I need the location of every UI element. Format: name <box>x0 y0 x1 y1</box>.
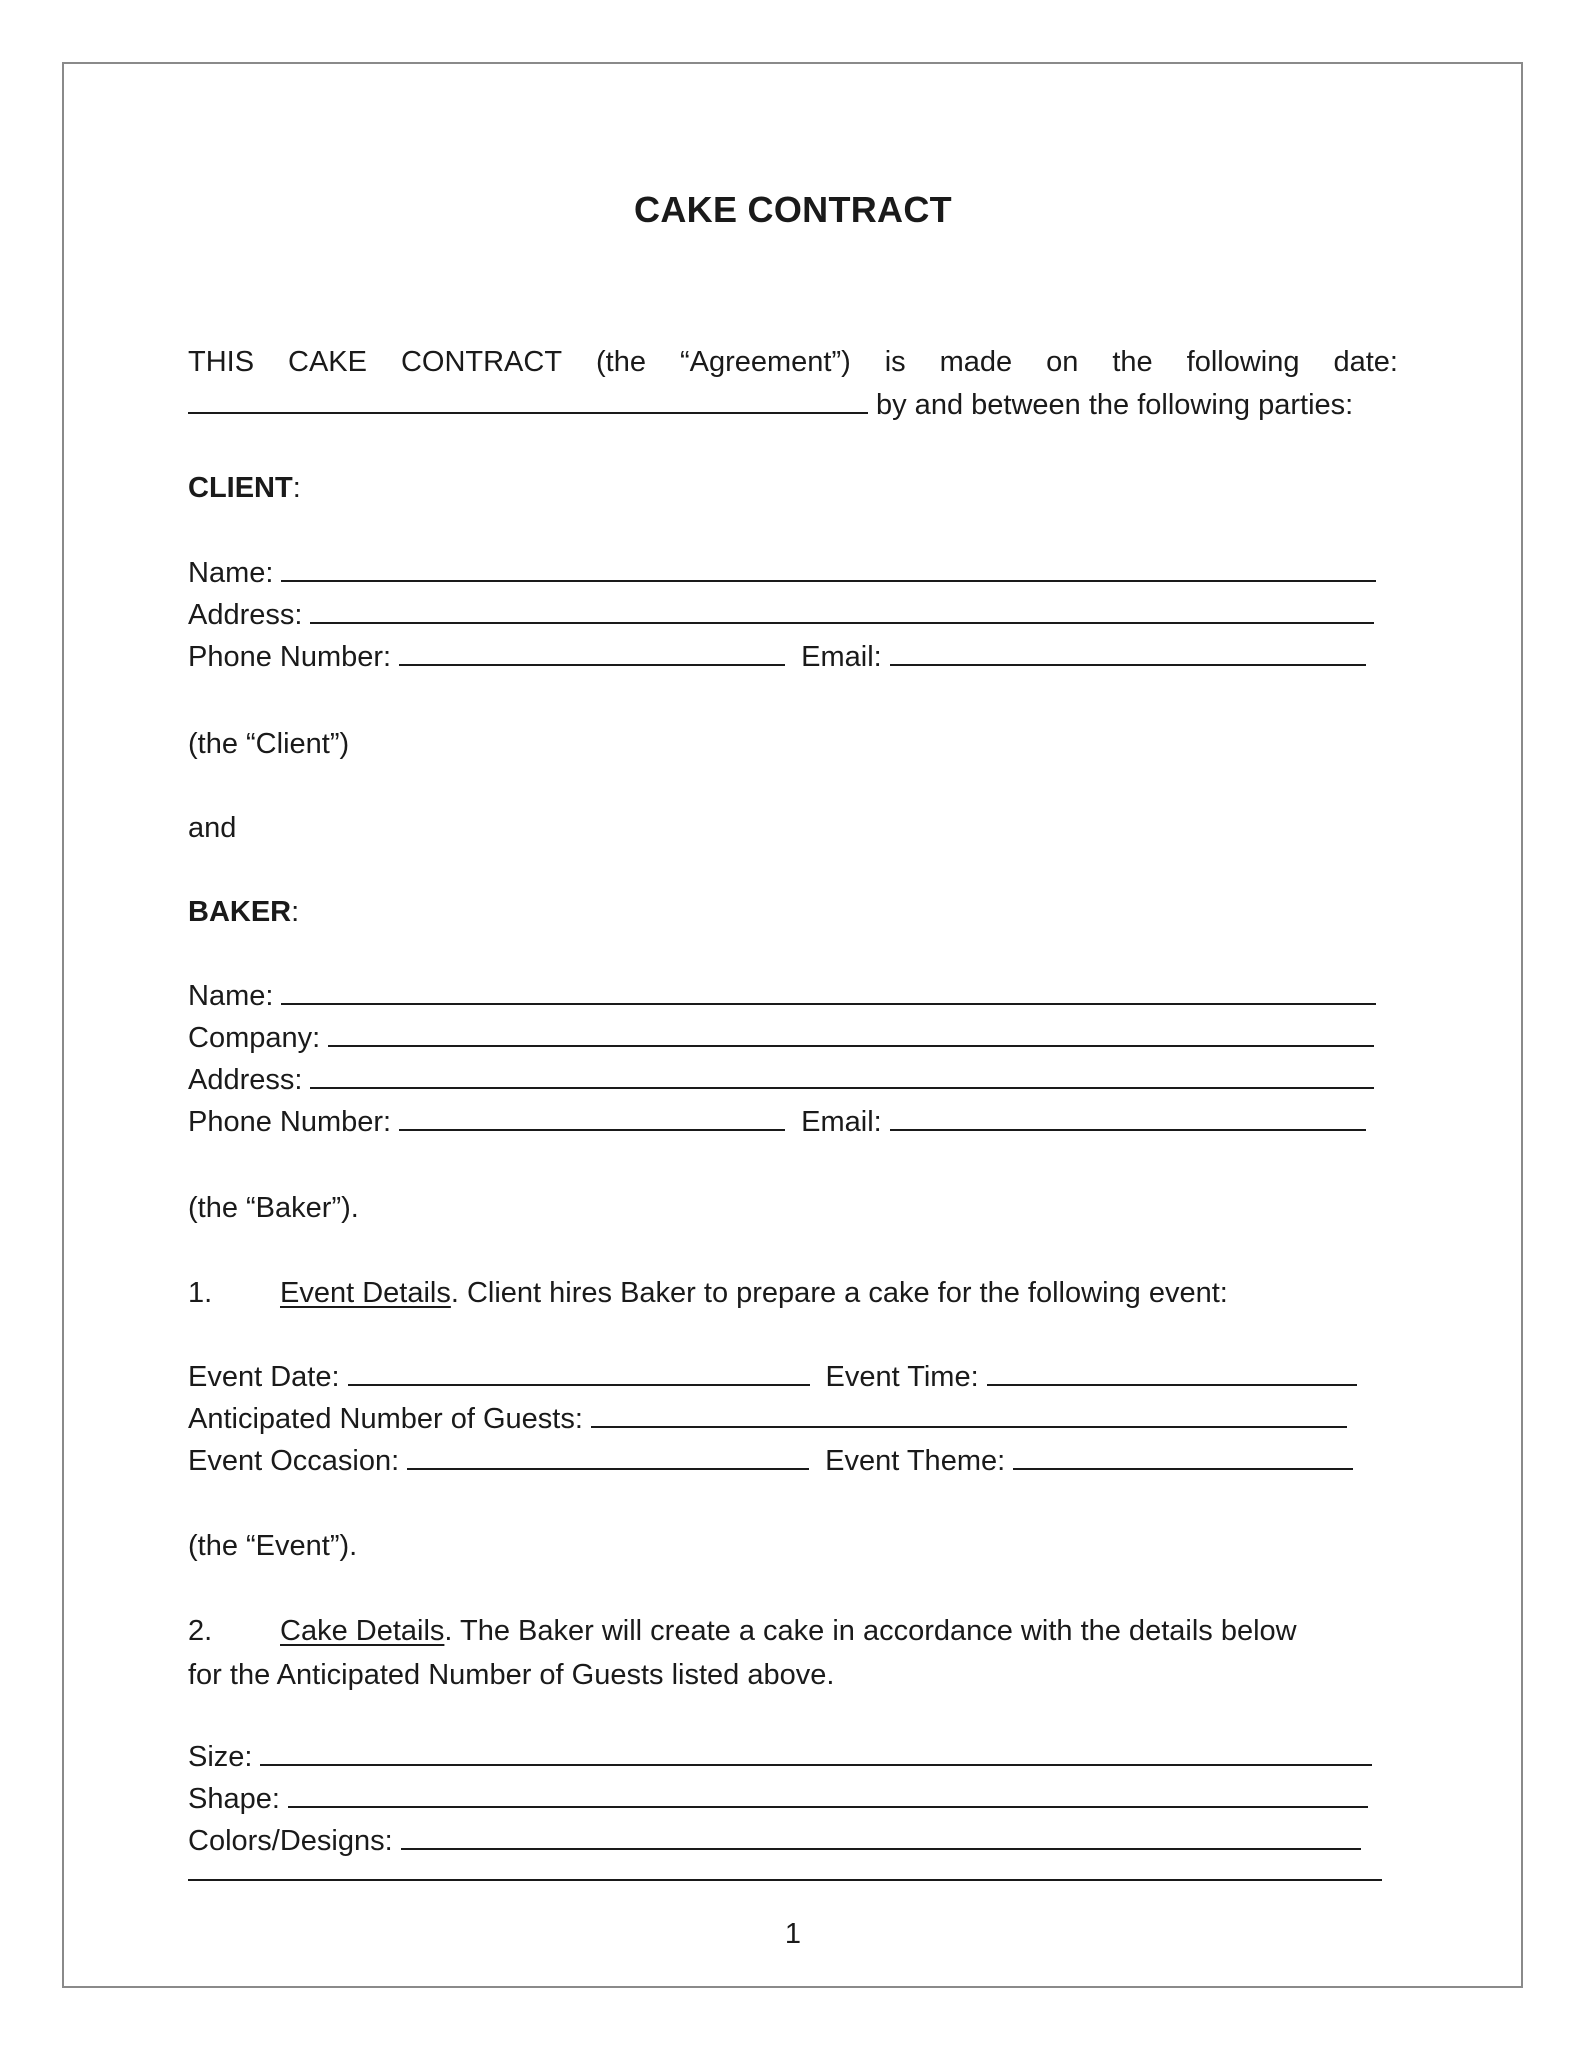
section-1-heading: Event Details <box>280 1277 451 1309</box>
intro-word: THIS <box>188 346 255 378</box>
intro-line-2 <box>188 384 1353 426</box>
section-2-text: . The Baker will create a cake in accordance with the details below <box>444 1615 1297 1647</box>
client-defined-as: (the “Client”) <box>188 728 350 760</box>
baker-name-label: Name: <box>188 980 274 1012</box>
size-label: Size: <box>188 1741 253 1773</box>
client-email-label: Email: <box>801 641 882 673</box>
section-1-text: . Client hires Baker to prepare a cake for the following event: <box>450 1277 1228 1309</box>
intro-word: date: <box>1333 346 1398 378</box>
shape-label: Shape: <box>188 1783 280 1815</box>
client-name-field[interactable] <box>281 556 1376 582</box>
intro-word: (the <box>596 346 646 378</box>
guests-field[interactable] <box>591 1402 1347 1428</box>
baker-contact-row <box>188 1101 1366 1143</box>
client-name-label: Name: <box>188 557 274 589</box>
colors-field[interactable] <box>401 1824 1361 1850</box>
baker-heading: BAKER <box>188 896 292 928</box>
colors-extra-line-field[interactable] <box>188 1877 1382 1881</box>
event-time-field[interactable] <box>987 1360 1357 1386</box>
baker-phone-field[interactable] <box>399 1105 785 1131</box>
occasion-label: Event Occasion: <box>188 1445 400 1477</box>
shape-row <box>188 1778 1368 1820</box>
intro-word: following <box>1186 346 1300 378</box>
occasion-theme-row <box>188 1440 1353 1482</box>
occasion-field[interactable] <box>407 1444 809 1470</box>
client-address-field[interactable] <box>310 598 1374 624</box>
client-phone-field[interactable] <box>399 640 785 666</box>
client-address-row <box>188 594 1374 636</box>
size-field[interactable] <box>260 1740 1372 1766</box>
baker-company-label: Company: <box>188 1022 321 1054</box>
intro-word: CAKE <box>288 346 367 378</box>
client-address-label: Address: <box>188 599 303 631</box>
shape-field[interactable] <box>288 1782 1368 1808</box>
baker-address-row <box>188 1059 1374 1101</box>
client-heading: CLIENT <box>188 472 293 504</box>
intro-word: “Agreement”) <box>679 346 851 378</box>
baker-phone-label: Phone Number: <box>188 1106 392 1138</box>
page-number: 1 <box>784 1918 802 1950</box>
client-heading-colon: : <box>292 472 301 504</box>
colors-label: Colors/Designs: <box>188 1825 393 1857</box>
event-date-time-row <box>188 1356 1357 1398</box>
colors-row <box>188 1820 1361 1862</box>
theme-label: Event Theme: <box>825 1445 1006 1477</box>
section-2-number: 2. <box>188 1615 213 1647</box>
event-time-label: Event Time: <box>825 1361 979 1393</box>
and-text: and <box>188 812 237 844</box>
section-1-line <box>188 1271 1228 1315</box>
client-email-field[interactable] <box>890 640 1366 666</box>
baker-email-label: Email: <box>801 1106 882 1138</box>
baker-heading-line <box>188 890 299 934</box>
intro-word: the <box>1112 346 1153 378</box>
section-2-line-1 <box>188 1609 1297 1653</box>
theme-field[interactable] <box>1013 1444 1353 1470</box>
baker-name-row <box>188 975 1376 1017</box>
intro-word: made <box>939 346 1013 378</box>
intro-word: CONTRACT <box>400 346 563 378</box>
baker-name-field[interactable] <box>281 979 1376 1005</box>
intro-word: on <box>1046 346 1079 378</box>
baker-heading-colon: : <box>291 896 300 928</box>
baker-defined-as: (the “Baker”). <box>188 1192 359 1224</box>
intro-word: is <box>884 346 906 378</box>
client-name-row <box>188 552 1376 594</box>
baker-company-field[interactable] <box>328 1021 1374 1047</box>
intro-line-1 <box>188 340 1398 384</box>
section-2-heading: Cake Details <box>280 1615 445 1647</box>
event-date-field[interactable] <box>348 1360 810 1386</box>
document-title: CAKE CONTRACT <box>634 189 952 230</box>
intro-suffix: by and between the following parties: <box>876 389 1354 421</box>
guests-label: Anticipated Number of Guests: <box>188 1403 583 1435</box>
client-phone-label: Phone Number: <box>188 641 392 673</box>
baker-company-row <box>188 1017 1374 1059</box>
size-row <box>188 1736 1372 1778</box>
baker-address-label: Address: <box>188 1064 303 1096</box>
section-1-number: 1. <box>188 1277 213 1309</box>
agreement-date-field[interactable] <box>188 388 868 414</box>
document-page <box>62 62 1523 1988</box>
client-contact-row <box>188 636 1366 678</box>
client-heading-line <box>188 466 301 510</box>
event-date-label: Event Date: <box>188 1361 340 1393</box>
baker-address-field[interactable] <box>310 1063 1374 1089</box>
baker-email-field[interactable] <box>890 1105 1366 1131</box>
event-defined-as: (the “Event”). <box>188 1530 358 1562</box>
section-2-line-2: for the Anticipated Number of Guests listed above. <box>188 1659 835 1691</box>
guests-row <box>188 1398 1347 1440</box>
